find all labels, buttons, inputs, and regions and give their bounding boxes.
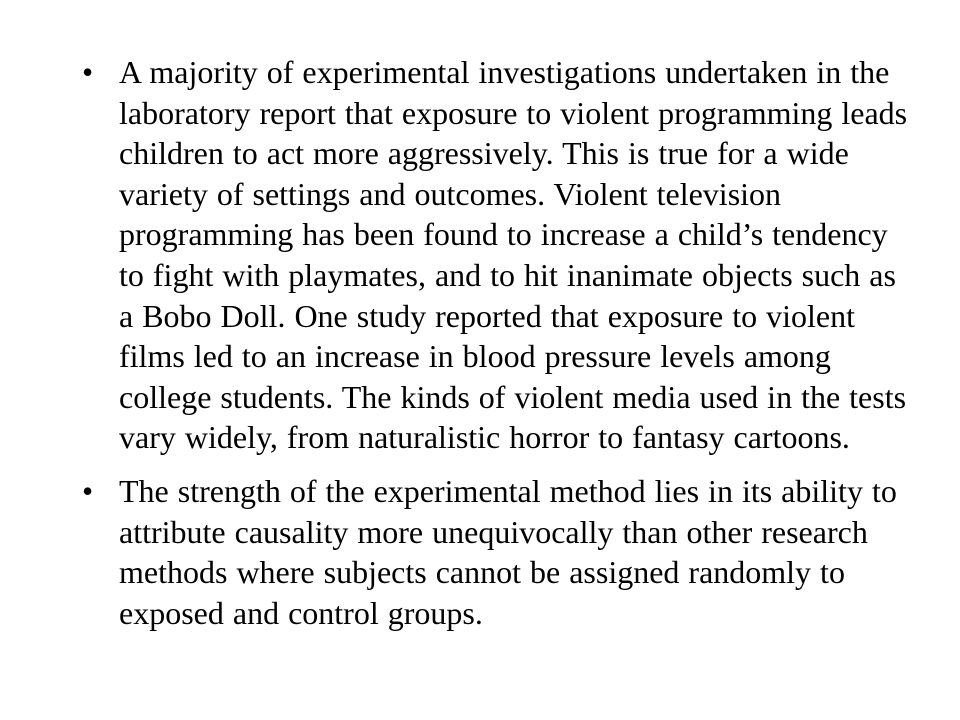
bullet-text: The strength of the experimental method lies in its ability to attribute causality more unequivocally than other research methods where subjects cannot be assigned randomly to exposed and control groups. xyxy=(119,472,897,631)
bullet-item-2 xyxy=(82,471,912,633)
bullet-marker: • xyxy=(82,54,94,90)
bullet-text: A majority of experimental investigations undertaken in the laboratory report that exposure to violent programming leads children to act more aggressively. This is true for a wide variety of settings and outcomes. Violent television programming has been found to increase a child’s tendency to fight with playmates, and to hit inanimate objects such as a Bobo Doll. One study reported that exposure to violent films led to an increase in blood pressure levels among college students. The kinds of violent media used in the tests vary widely, from naturalistic horror to fantasy cartoons. xyxy=(119,54,908,456)
bullet-marker: • xyxy=(82,472,94,509)
bullet-list xyxy=(82,52,912,646)
bullet-item-1 xyxy=(82,52,912,458)
